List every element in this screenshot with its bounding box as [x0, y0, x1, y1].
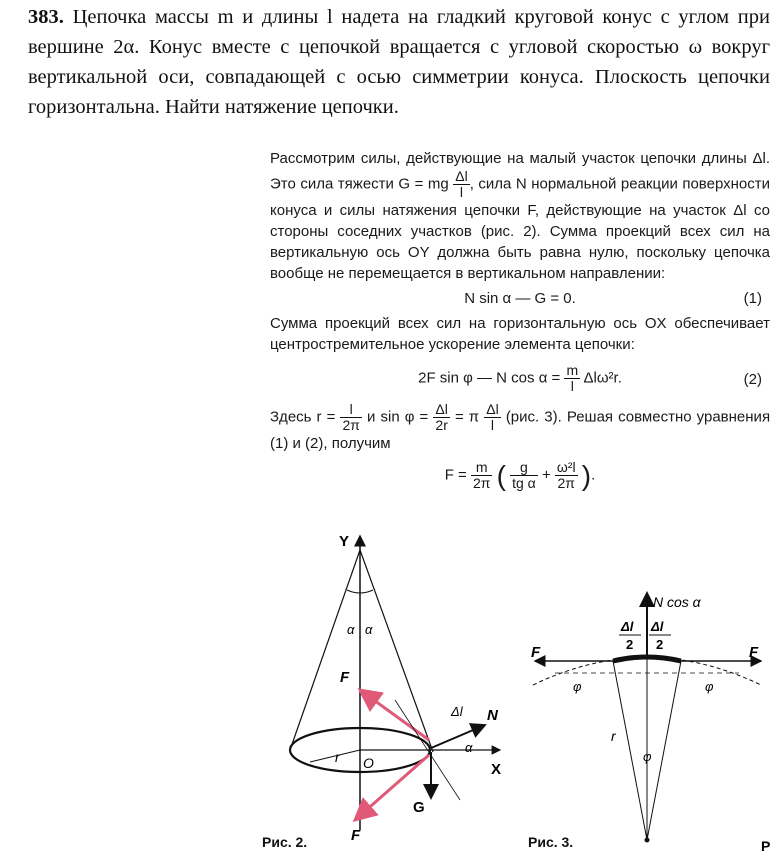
frac-num: ω²l: [556, 459, 576, 475]
eq1-number: (1): [743, 290, 762, 307]
frac-num: m: [566, 362, 579, 378]
radius-right: [647, 661, 681, 840]
label-y: Y: [339, 533, 350, 550]
label-n: N: [487, 707, 498, 724]
label-f-right: F: [749, 644, 759, 661]
eq3-fraction-2: [510, 460, 538, 491]
p3-c: = π: [454, 408, 480, 426]
paren-open: (: [496, 460, 506, 491]
problem-statement: [28, 2, 770, 122]
cone-left-edge: [290, 550, 360, 750]
frac-num: Δl: [455, 168, 468, 184]
label-phi-center: φ: [643, 749, 652, 764]
p3-d: (рис. 3). Решая совместно уравнения (1) и (2), получим: [270, 408, 771, 452]
frac-den: l: [490, 417, 495, 433]
eq2-number: (2): [743, 371, 762, 388]
solution-paragraph-1: [270, 148, 770, 284]
p3-a: Здесь r =: [270, 408, 336, 426]
frac-den: tg α: [512, 475, 536, 491]
frac-den: 2π: [557, 475, 575, 491]
frac-num: l: [340, 402, 361, 418]
solution-paragraph-3: [270, 402, 770, 454]
label-alpha-right: α: [365, 622, 373, 637]
label-g: G: [413, 799, 425, 816]
equation-1: [270, 288, 770, 309]
frac-num: Δl: [435, 401, 448, 417]
p1b-text: , сила N нормальной реакции поверхности конуса и силы натяжения цепочки F, действующие на участок Δl со стороны соседних участков (рис. 2). Сумма проекций всех сил на вертикальную ось OY должна быть равна нулю, поскольку цепочка вообще не перемещается в вертикальном направлении:: [270, 175, 770, 282]
label-dl-right-den: 2: [656, 637, 664, 652]
label-f-down: F: [351, 827, 361, 844]
fraction-dl-over-l: [453, 169, 469, 200]
eq3-end: .: [591, 466, 596, 484]
label-alpha-base: α: [465, 740, 473, 755]
frac-den: 2π: [472, 475, 491, 491]
frac-den: 2π: [342, 417, 360, 433]
fraction-dl-over-2r: [433, 402, 449, 433]
label-p: P: [761, 838, 771, 854]
force-N: [431, 725, 485, 748]
p3-b: и sin φ =: [367, 408, 429, 426]
eq2-fraction: [564, 363, 580, 394]
problem-text: Цепочка массы m и длины l надета на гладкий круговой конус с углом при вершине 2α. Конус вместе с цепочкой вращается с угловой скоростью ω вокруг вертикальной оси, совпадающей с осью симметрии конуса. Плоскость цепочки горизонтальна. Найти натяжение цепочки.: [28, 6, 770, 118]
fraction-l-over-2pi: [340, 402, 361, 433]
figure-3-caption: Рис. 3.: [528, 834, 574, 850]
label-n-cos: N cos α: [653, 594, 701, 610]
eq3-fraction-3: [555, 460, 578, 491]
eq3-fraction-1: [471, 460, 492, 491]
label-r: r: [611, 728, 616, 744]
label-x: X: [491, 761, 502, 778]
eq3-left: F =: [444, 466, 467, 484]
eq3-plus: +: [541, 466, 551, 484]
frac-den: l: [570, 378, 574, 394]
eq1-body: N sin α — G = 0.: [464, 290, 576, 307]
label-o: O: [363, 755, 374, 771]
equation-3: [270, 460, 770, 491]
label-r: r: [335, 749, 340, 765]
label-dl-left-den: 2: [626, 637, 634, 652]
frac-den: 2r: [435, 417, 448, 433]
force-F-up: [360, 690, 429, 740]
frac-num: m: [471, 460, 492, 476]
frac-num: g: [510, 460, 538, 476]
problem-number: 383.: [28, 6, 64, 28]
equation-2: [270, 363, 770, 394]
label-dl: Δl: [451, 704, 463, 719]
figure-2-caption: Рис. 2.: [262, 834, 308, 850]
frac-den: l: [459, 184, 464, 200]
label-dl-left-num: Δl: [621, 619, 634, 634]
label-dl-right-num: Δl: [651, 619, 664, 634]
solution-paragraph-2: Сумма проекций всех сил на горизонтальную ось OX обеспечивает центростремительное ускорение элемента цепочки:: [270, 315, 770, 353]
label-f-left: F: [531, 644, 541, 661]
figure-2-cone: [255, 530, 525, 855]
p1-text: Рассмотрим силы, действующие на малый участок цепочки длины Δl. Это сила тяжести G = mg: [270, 150, 770, 193]
eq2-right: Δlω²r.: [583, 369, 622, 387]
radius-left: [613, 661, 647, 840]
figure-3-chain-segment: [525, 585, 779, 857]
paren-close: ): [581, 460, 592, 491]
label-f-up: F: [340, 669, 350, 686]
label-phi-left: φ: [573, 679, 582, 694]
eq2-left: 2F sin φ — N cos α =: [418, 369, 561, 387]
point-P: [645, 838, 650, 843]
cone-right-edge: [360, 550, 433, 752]
frac-num: Δl: [486, 401, 499, 417]
fraction-dl-over-l-2: [484, 402, 500, 433]
label-phi-right: φ: [705, 679, 714, 694]
solution-text: [270, 148, 770, 495]
label-alpha-left: α: [347, 622, 355, 637]
